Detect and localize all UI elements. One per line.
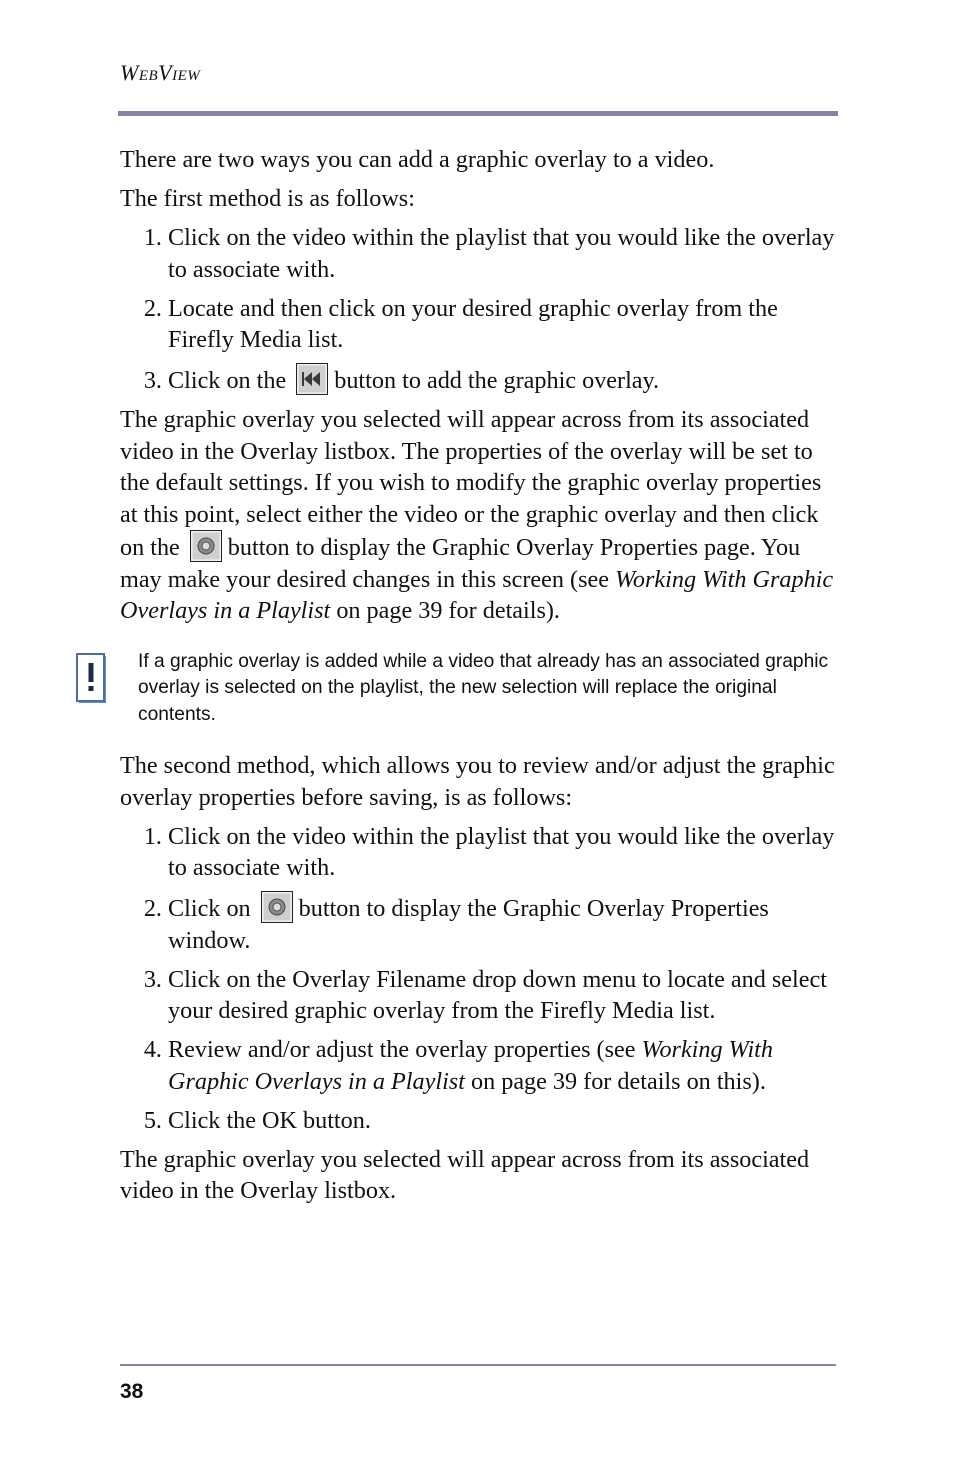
page-number: 38: [120, 1380, 144, 1403]
list-item: [168, 821, 840, 884]
first-method-steps: [120, 222, 840, 397]
step-text: Click on the: [168, 367, 287, 394]
list-item: [168, 293, 840, 356]
list-item: [168, 1034, 840, 1097]
properties-gear-icon: [261, 891, 293, 923]
properties-gear-icon: [190, 530, 222, 562]
running-head-eb: EB: [138, 68, 159, 84]
step-text: Click on: [168, 895, 251, 922]
list-item: [168, 1105, 840, 1137]
running-head: [120, 60, 200, 86]
note-box: [120, 649, 840, 729]
cross-reference[interactable]: Working With Graphic Overlays in a Playlist: [120, 565, 834, 624]
list-item: [168, 964, 840, 1027]
page-content: [120, 144, 840, 1214]
footer-rule: [120, 1364, 836, 1366]
result-text-2: button to display the Graphic Overlay Properties page. You may make your desired changes in this screen (see: [120, 534, 801, 593]
step-text: button to display the Graphic Overlay Properties window.: [168, 895, 769, 954]
intro-paragraph: There are two ways you can add a graphic overlay to a video.: [120, 146, 715, 173]
step-text: button to add the graphic overlay.: [334, 367, 660, 394]
exclamation-note-icon: [76, 653, 108, 705]
running-head-w: W: [120, 60, 139, 85]
list-item: [168, 363, 840, 397]
result-paragraph: [120, 404, 840, 627]
cross-reference[interactable]: Working With Graphic Overlays in a Playlist: [168, 1036, 773, 1095]
closing-paragraph: The graphic overlay you selected will appear across from its associated video in the Overlay listbox.: [120, 1145, 810, 1204]
first-method-intro: The first method is as follows:: [120, 185, 415, 212]
result-text-1: The graphic overlay you selected will appear across from its associated video in the Overlay listbox. The properties of the overlay will be set to the default settings. If you wish to modify the graphic overlay properties at this point, select either the video or the graphic overlay and then click on the: [120, 406, 822, 561]
result-text-3: on page 39 for details).: [336, 597, 560, 624]
step-text: Click the OK button.: [168, 1106, 371, 1134]
step-text: Click on the video within the playlist that you would like the overlay to associate with.: [168, 224, 835, 283]
rewind-arrows-icon: [296, 363, 328, 395]
step-text: on page 39 for details on this).: [470, 1067, 766, 1095]
step-text: Click on the Overlay Filename drop down menu to locate and select your desired graphic overlay from the Firefly Media list.: [168, 965, 827, 1024]
step-text: Review and/or adjust the overlay properties (see: [168, 1036, 636, 1063]
list-item: [168, 222, 840, 285]
list-item: [168, 891, 840, 956]
note-text: If a graphic overlay is added while a video that already has an associated graphic overlay is selected on the playlist, the new selection will replace the original contents.: [138, 650, 829, 725]
running-head-iew: IEW: [172, 68, 201, 84]
second-method-intro: The second method, which allows you to review and/or adjust the graphic overlay properties before saving, is as follows:: [120, 752, 835, 811]
header-rule: [118, 111, 838, 116]
step-text: Click on the video within the playlist that you would like the overlay to associate with.: [168, 822, 835, 881]
second-method-steps: [120, 821, 840, 1137]
step-text: Locate and then click on your desired graphic overlay from the Firefly Media list.: [168, 294, 778, 353]
running-head-v: V: [158, 60, 173, 85]
